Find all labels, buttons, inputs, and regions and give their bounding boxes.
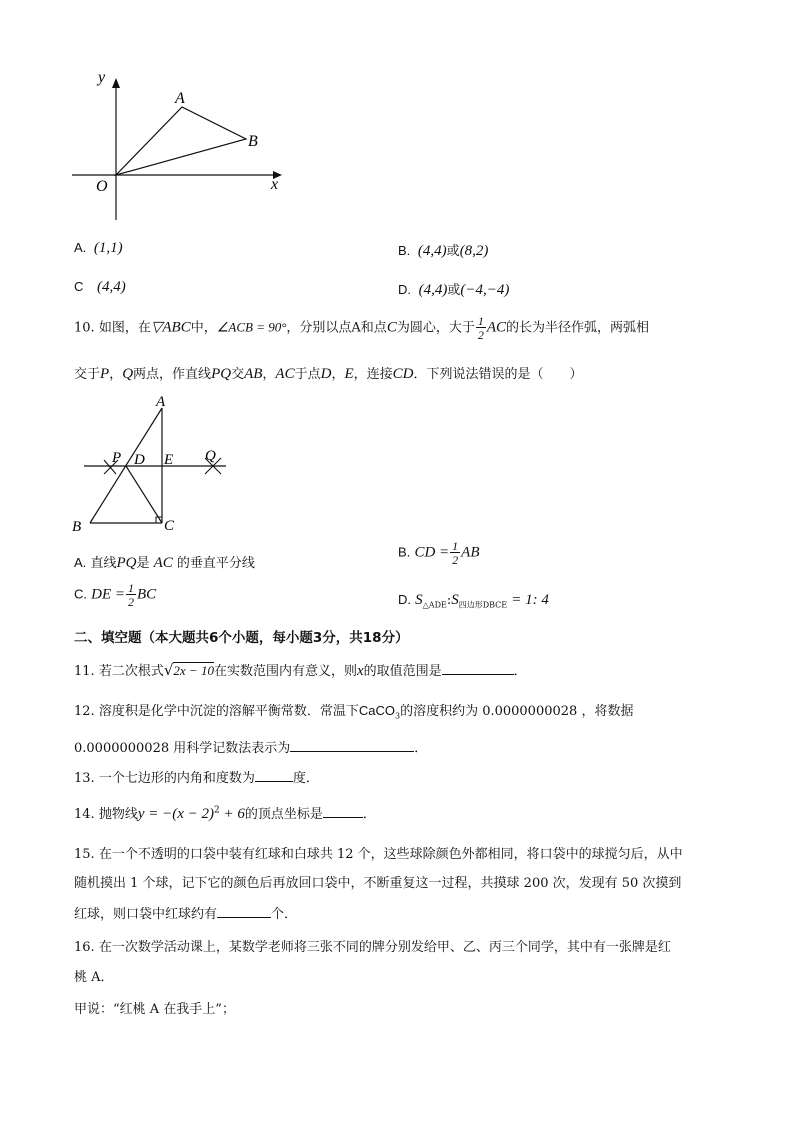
section-heading: 二、填空题（本大题共6个小题，每小题3分，共18分） (74, 630, 409, 646)
text: 的长为半径作弧，两弧相 (506, 320, 650, 336)
question-number: 11. (74, 664, 95, 679)
text: ， (109, 367, 123, 382)
q9-option-b (398, 240, 488, 260)
text: 交 (231, 367, 245, 382)
segment-cd (126, 466, 162, 523)
fraction-half (450, 540, 460, 566)
variable-x: x (356, 663, 364, 679)
answer-blank[interactable] (442, 660, 514, 675)
text: ，分别以点A和点 (286, 320, 387, 336)
lhs: CD = (414, 544, 450, 561)
answer-blank[interactable] (217, 903, 271, 918)
frac-den: 2 (477, 328, 484, 342)
text: 中， (190, 320, 217, 336)
text: ．下列说法错误的是（ ） (413, 367, 583, 382)
frac-num: 1 (128, 581, 135, 595)
point-c: C (386, 319, 397, 336)
text: 度． (292, 771, 319, 786)
frac-den: 2 (128, 595, 135, 609)
q15-line3 (74, 903, 297, 922)
origin-label: O (96, 178, 108, 195)
option-value: (4,4) (418, 282, 448, 298)
text: 是 (136, 556, 150, 571)
option-label: A. (74, 240, 87, 255)
text: 的溶度积约为 0.0000000028 ，将数据 (400, 704, 634, 719)
text: 的取值范围是 (363, 664, 442, 679)
x-axis-label: x (271, 176, 279, 193)
formula: CaCO (358, 703, 395, 718)
answer-blank[interactable] (255, 767, 293, 782)
point-b-label: B (248, 133, 258, 150)
text: 在一次数学活动课上，某数学老师将三张不同的牌分别发给甲、乙、丙三个同学，其中有一张牌是红 (98, 940, 671, 955)
option-label: A. (74, 555, 87, 570)
text: 若二次根式 (98, 664, 164, 679)
area-subscript-2: 四边形DBCE (458, 600, 508, 610)
point-a-label: A (175, 90, 185, 107)
segment-ab: AB (244, 366, 263, 382)
segment-cd: CD (392, 366, 414, 382)
text: 于点 (294, 367, 321, 382)
q10-option-c (74, 582, 156, 608)
point-e-label: E (164, 452, 174, 468)
exponent: 2 (214, 805, 220, 816)
line-pq: PQ (116, 555, 137, 571)
text: 的顶点坐标是 (244, 807, 323, 822)
point-q-label: Q (205, 448, 216, 464)
q16-line3: 甲说：“红桃 A 在我手上”； (74, 1002, 235, 1017)
q10-stem-line2 (74, 363, 583, 383)
text: 在一个不透明的口袋中装有红球和白球共 12 个，这些球除颜色外都相同，将口袋中的球搅匀后，从中 (98, 847, 683, 862)
question-number: 14. (74, 807, 95, 822)
option-value: (4,4) (417, 243, 447, 259)
q12-line1 (74, 700, 633, 721)
q16-line2: 桃 A． (74, 970, 114, 985)
option-label: B. (398, 544, 411, 560)
area-subscript: △ADE (422, 600, 447, 610)
q10-option-d (398, 592, 549, 611)
ratio-value: = 1: 4 (511, 592, 549, 608)
text: 个． (271, 907, 298, 922)
triangle-oab (116, 107, 246, 175)
option-value: (1,1) (93, 240, 123, 256)
q10-stem-line1 (74, 315, 649, 341)
point-a-label: A (156, 394, 166, 410)
formula-subscript: 3 (394, 711, 401, 721)
text: 如图，在 (98, 320, 151, 336)
q9-coordinate-figure (60, 60, 300, 230)
q16-line1 (74, 936, 671, 955)
lhs: DE = (91, 586, 126, 603)
q14 (74, 803, 376, 823)
text: ． (362, 807, 376, 822)
text: 抛物线 (98, 807, 138, 822)
question-number: 15. (74, 847, 95, 862)
text: 红球，则口袋中红球约有 (74, 907, 218, 922)
text: 的垂直平分线 (176, 556, 255, 571)
fraction-half (126, 582, 136, 608)
or-text: 或 (446, 243, 460, 258)
y-axis-label: y (98, 69, 106, 86)
formula: y = −(x − 2) (137, 806, 215, 822)
triangle-name: ▽ABC (150, 319, 191, 336)
q11 (74, 660, 527, 680)
frac-num: 1 (477, 314, 484, 328)
text: 为圆心，大于 (396, 320, 475, 336)
text: ，连接 (353, 367, 393, 382)
point-d-label: D (134, 452, 145, 468)
text: 交于 (74, 367, 101, 382)
option-label: D. (398, 282, 411, 297)
point-b-label: B (72, 519, 82, 535)
question-number: 10. (74, 320, 95, 336)
text: ． (513, 664, 527, 679)
point-q: Q (122, 366, 134, 382)
question-number: 16. (74, 940, 95, 955)
q15-line1 (74, 843, 683, 862)
frac-num: 1 (452, 539, 459, 553)
or-text: 或 (447, 282, 461, 297)
text: ． (414, 741, 428, 756)
point-p: P (100, 366, 110, 382)
rhs: BC (137, 586, 157, 603)
sqrt-symbol: √ (163, 661, 174, 679)
point-e: E (344, 366, 354, 382)
text: 0.0000000028 用科学记数法表示为 (74, 741, 291, 756)
q9-option-d (398, 279, 509, 299)
q10-option-a (74, 552, 255, 572)
q9-option-a (74, 240, 123, 257)
q10-triangle-figure (60, 390, 240, 540)
line-pq: PQ (211, 366, 232, 382)
q12-line2 (74, 737, 427, 756)
text: 两点，作直线 (133, 367, 212, 382)
q13 (74, 767, 319, 786)
q15-line2: 随机摸出 1 个球，记下它的颜色后再放回口袋中，不断重复这一过程，共摸球 200 次，发现有 50 次摸到 (74, 876, 682, 891)
question-number: 12. (74, 704, 95, 719)
text: ， (331, 367, 345, 382)
text: 直线 (90, 556, 117, 571)
option-label: B. (398, 243, 411, 258)
rhs: AB (461, 544, 480, 561)
segment-ac: AC (486, 319, 507, 336)
point-c-label: C (164, 518, 175, 534)
q9-option-c (74, 279, 126, 296)
option-value: (4,4) (97, 279, 126, 295)
radicand: 2x − 10 (173, 663, 214, 678)
option-label: D. (398, 592, 411, 607)
answer-blank[interactable] (290, 737, 414, 752)
fraction-half (476, 315, 486, 341)
area-symbol-2: S (451, 592, 459, 608)
option-value-2: (−4,−4) (460, 282, 510, 298)
text: 溶度积是化学中沉淀的溶解平衡常数．常温下 (98, 704, 359, 719)
option-label: C (74, 279, 84, 294)
segment-ac: AC (153, 555, 173, 571)
y-axis-arrow (112, 78, 120, 88)
area-symbol: S (415, 592, 423, 608)
segment-ac: AC (275, 366, 295, 382)
answer-blank[interactable] (323, 803, 363, 818)
ratio-colon: : (446, 593, 452, 608)
point-p-label: P (112, 450, 122, 466)
option-value-2: (8,2) (459, 243, 489, 259)
angle-expr: ∠ACB = 90° (216, 319, 287, 335)
text: 一个七边形的内角和度数为 (98, 771, 255, 786)
formula-rest: + 6 (219, 806, 245, 822)
point-d: D (320, 366, 332, 382)
question-number: 13. (74, 771, 95, 786)
frac-den: 2 (452, 553, 459, 567)
text: ， (262, 367, 276, 382)
option-label: C. (74, 586, 87, 602)
text: 在实数范围内有意义，则 (213, 664, 357, 679)
q10-option-b (398, 540, 479, 566)
